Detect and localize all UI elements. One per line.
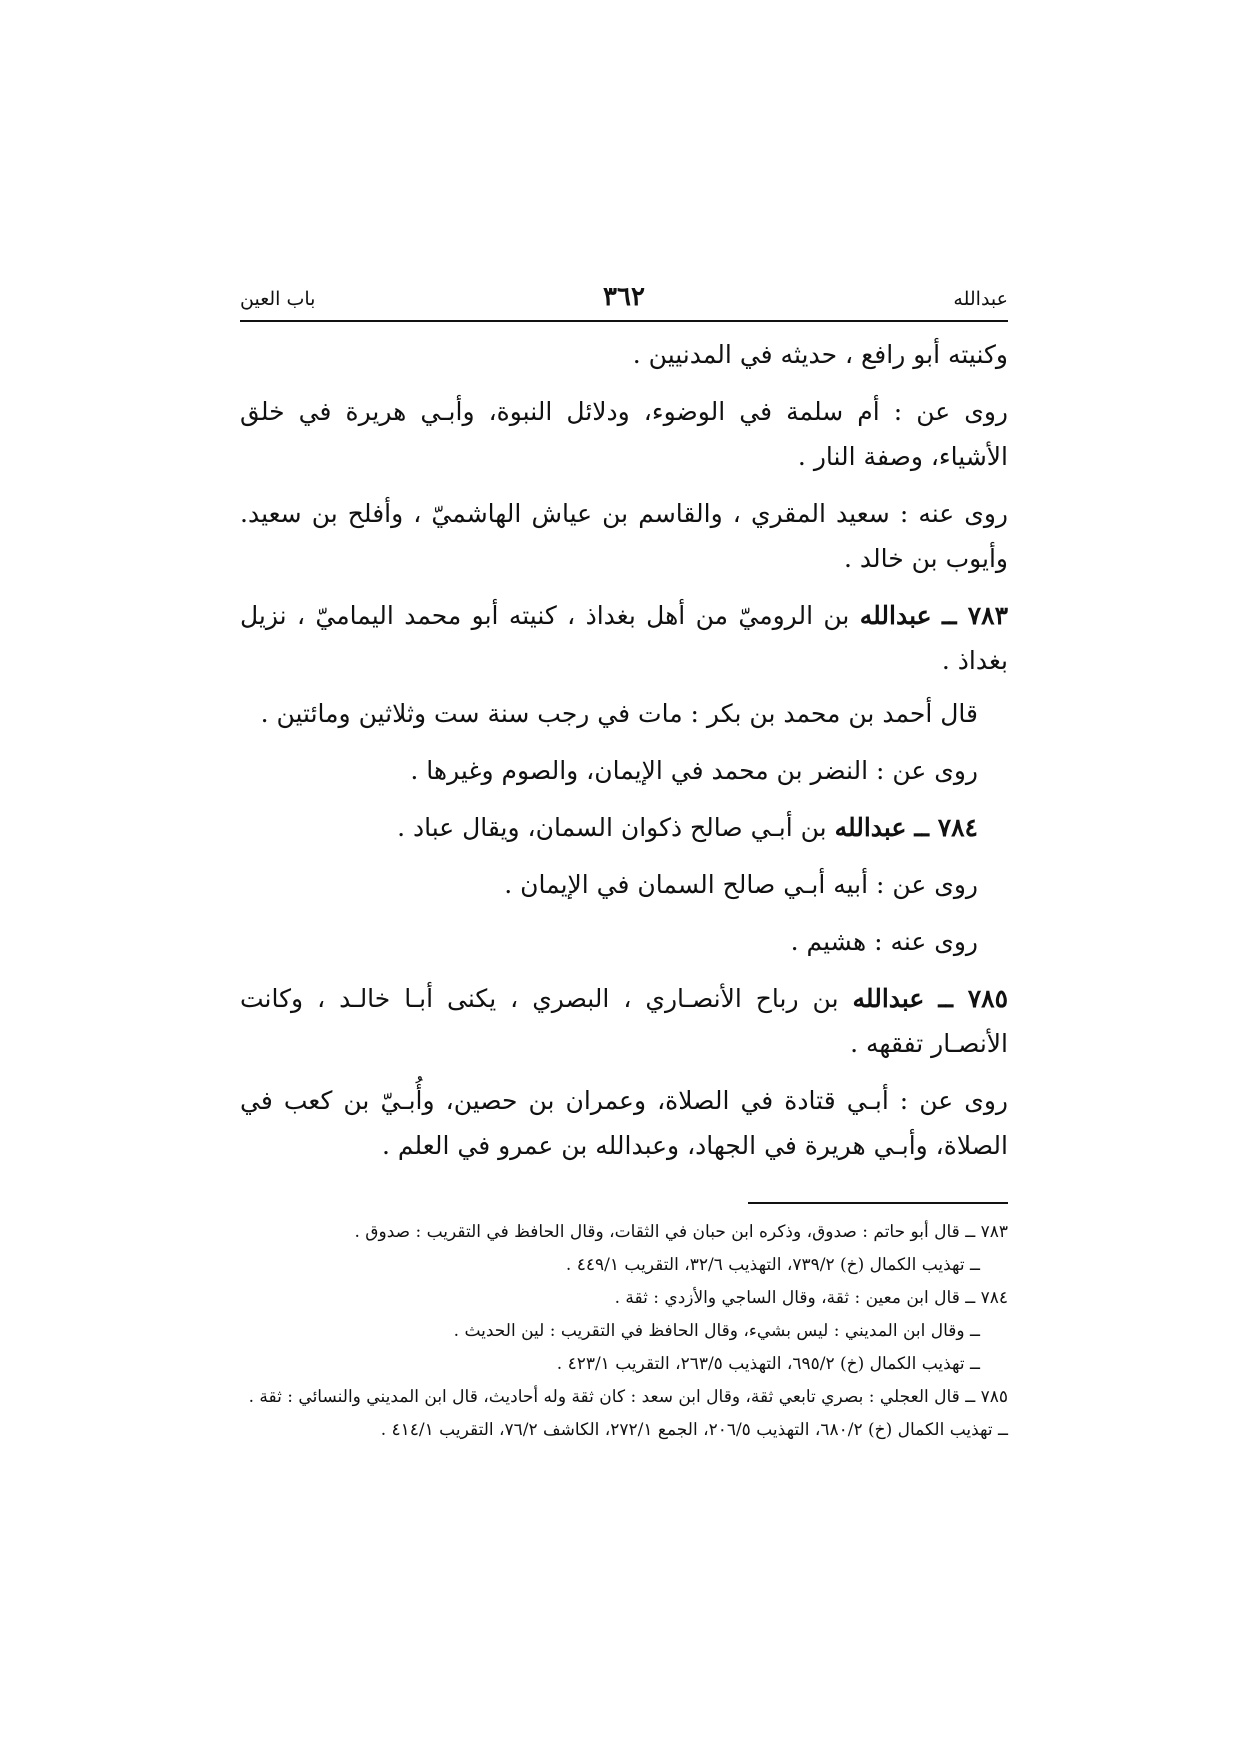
paragraph-kunya: وكنيته أبو رافع ، حديثه في المدنيين . bbox=[632, 340, 1008, 369]
footnote-784-sources: ــ تهذيب الكمال (خ) ٦٩٥/٢، التهذيب ٢٦٣/٥، التقريب ٤٢٣/١ . bbox=[556, 1354, 980, 1374]
paragraph-narrated-by: روى عنه : سعيد المقري ، والقاسم بن عياش الهاشميّ ، وأفلح بن سعيد. وأيوب بن خالد . bbox=[240, 499, 1008, 573]
footnote-784-note: ــ وقال ابن المديني : ليس بشيء، وقال الحافظ في التقريب : لين الحديث . bbox=[453, 1321, 980, 1341]
header-entry-name: عبدالله bbox=[953, 288, 1008, 310]
entry-785-text: بن رباح الأنصـاري ، البصري ، يكنى أبـا خالـد ، وكانت الأنصـار تفقهه . bbox=[240, 984, 1008, 1058]
paragraph-784-narrated-by: روى عنه : هشيم . bbox=[790, 927, 978, 956]
header-chapter-title: باب العين bbox=[240, 288, 316, 310]
footnote-784: ٧٨٤ ــ قال ابن معين : ثقة، وقال الساجي والأزدي : ثقة . bbox=[614, 1288, 1008, 1308]
main-text bbox=[240, 332, 1008, 1168]
paragraph-narrated-from: روى عن : أم سلمة في الوضوء، ودلائل النبوة، وأبـي هريرة في خلق الأشياء، وصفة النار . bbox=[240, 397, 1008, 471]
entry-783-text: بن الروميّ من أهل بغداذ ، كنيته أبو محمد اليماميّ ، نزيل بغداذ . bbox=[240, 601, 1008, 675]
entry-784-number: ٧٨٤ ــ bbox=[914, 813, 978, 842]
footnote-785: ٧٨٥ ــ قال العجلي : بصري تابعي ثقة، وقال ابن سعد : كان ثقة وله أحاديث، قال ابن المديني والنسائي : ثقة . bbox=[248, 1387, 1008, 1407]
entry-784-text: بن أبـي صالح ذكوان السمان، ويقال عباد . bbox=[397, 813, 827, 842]
footnotes bbox=[240, 1216, 1008, 1447]
footnote-785-sources: ــ تهذيب الكمال (خ) ٦٨٠/٢، التهذيب ٢٠٦/٥، الجمع ٢٧٢/١، الكاشف ٧٦/٢، التقريب ٤١٤/١ . bbox=[380, 1420, 1008, 1440]
entry-784-name: عبدالله bbox=[834, 813, 907, 842]
entry-785-number: ٧٨٥ ــ bbox=[938, 984, 1009, 1013]
entry-785-name: عبدالله bbox=[852, 984, 925, 1013]
paragraph-death-date: قال أحمد بن محمد بن بكر : مات في رجب سنة ست وثلاثين ومائتين . bbox=[260, 699, 978, 728]
entry-783-number: ٧٨٣ ــ bbox=[941, 601, 1009, 630]
book-page bbox=[240, 282, 1008, 1447]
footnote-783: ٧٨٣ ــ قال أبو حاتم : صدوق، وذكره ابن حبان في الثقات، وقال الحافظ في التقريب : صدوق . bbox=[354, 1222, 1008, 1242]
paragraph-785-narrated-from: روى عن : أبـي قتادة في الصلاة، وعمران بن حصين، وأُبـيّ بن كعب في الصلاة، وأبـي هريرة في الجهاد، وعبدالله بن عمرو في العلم . bbox=[240, 1086, 1008, 1160]
footnote-separator bbox=[748, 1202, 1008, 1204]
page-number: ٣٦٢ bbox=[603, 282, 645, 312]
entry-785 bbox=[240, 976, 1008, 1066]
entry-783 bbox=[240, 593, 1008, 683]
paragraph-783-narrated-from: روى عن : النضر بن محمد في الإيمان، والصوم وغيرها . bbox=[410, 756, 978, 785]
paragraph-784-narrated-from: روى عن : أبيه أبـي صالح السمان في الإيمان . bbox=[504, 870, 978, 899]
entry-784 bbox=[240, 805, 1008, 850]
footnote-783-sources: ــ تهذيب الكمال (خ) ٧٣٩/٢، التهذيب ٣٢/٦، التقريب ٤٤٩/١ . bbox=[565, 1255, 980, 1275]
running-header bbox=[240, 282, 1008, 322]
entry-783-name: عبدالله bbox=[859, 601, 932, 630]
